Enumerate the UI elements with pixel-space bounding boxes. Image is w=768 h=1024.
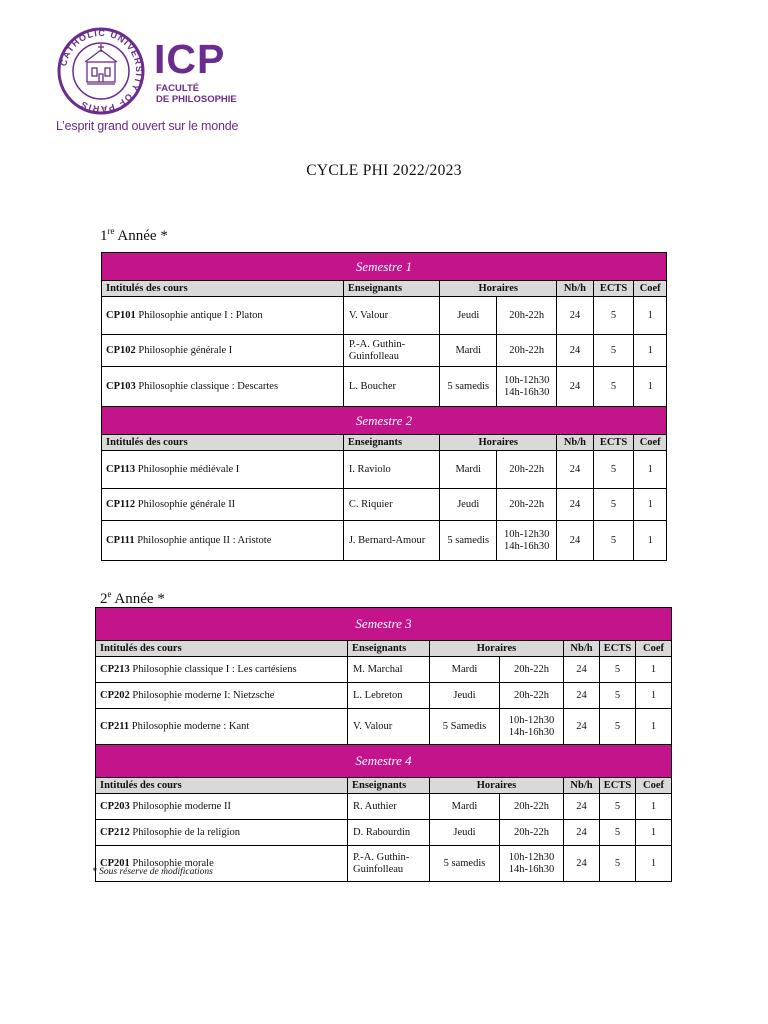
teacher-cell: R. Authier [348,794,430,820]
coef-cell: 1 [634,367,667,407]
course-name: Philosophie générale II [135,498,236,510]
course-name: Philosophie générale I [135,344,233,356]
nbh-cell: 24 [564,683,600,709]
coef-cell: 1 [636,657,672,683]
nbh-cell: 24 [557,521,594,561]
semester-header-row [102,407,667,435]
ects-cell: 5 [600,683,636,709]
column-header-ects: ECTS [600,778,636,794]
course-code: CP101 [106,309,136,321]
time-cell: 10h-12h30 14h-16h30 [500,846,564,882]
semester-header-row [96,608,672,641]
footnote: * Sous réserve de modifications [92,867,213,877]
seal-ring-text: CATHOLIC UNIVERSITY OF PARIS [58,27,145,115]
time-cell: 20h-22h [497,335,557,367]
column-header-nbh: Nb/h [564,778,600,794]
course-row [102,297,667,335]
coef-cell: 1 [634,521,667,561]
course-code: CP111 [106,534,135,546]
time-cell: 20h-22h [500,820,564,846]
time-cell: 10h-12h30 14h-16h30 [497,521,557,561]
icp-logo [56,26,239,134]
year-number: 2 [100,591,108,607]
coef-cell: 1 [634,489,667,521]
day-cell: 5 Samedis [430,709,500,745]
day-cell: Jeudi [440,297,497,335]
coef-cell: 1 [634,335,667,367]
nbh-cell: 24 [564,820,600,846]
course-row [102,521,667,561]
coef-cell: 1 [634,297,667,335]
course-name: Philosophie médiévale I [135,463,240,475]
course-name: Philosophie moderne I: Nietzsche [129,689,275,701]
nbh-cell: 24 [557,367,594,407]
nbh-cell: 24 [564,794,600,820]
column-header-hours: Horaires [430,641,564,657]
nbh-cell: 24 [564,657,600,683]
year-1-heading [100,226,168,245]
course-cell [96,820,348,846]
time-cell: 10h-12h30 14h-16h30 [497,367,557,407]
teacher-cell: M. Marchal [348,657,430,683]
course-row [102,367,667,407]
day-cell: 5 samedis [430,846,500,882]
year-2-heading [100,589,165,608]
course-code: CP103 [106,380,136,392]
tagline: L’esprit grand ouvert sur le monde [56,119,239,133]
course-cell [102,297,344,335]
day-cell: 5 samedis [440,367,497,407]
year-number: 1 [100,228,108,244]
coef-cell: 1 [636,820,672,846]
course-row [96,820,672,846]
course-cell [102,489,344,521]
semester-header-row [102,253,667,281]
schedule-table-year-1 [101,252,667,561]
teacher-cell: P.-A. Guthin-Guinfolleau [348,846,430,882]
column-header-course: Intitulés des cours [96,641,348,657]
ects-cell: 5 [593,335,634,367]
course-code: CP113 [106,463,136,475]
year-label: Année * [111,591,165,607]
faculty-line-1: FACULTÉ [156,83,200,94]
course-row [96,657,672,683]
day-cell: Jeudi [440,489,497,521]
semester-title: Semestre 2 [102,407,667,435]
teacher-cell: L. Boucher [343,367,440,407]
course-row [96,683,672,709]
teacher-cell: P.-A. Guthin-Guinfolleau [343,335,440,367]
column-header-ects: ECTS [600,641,636,657]
course-cell [102,367,344,407]
column-header-teacher: Enseignants [348,641,430,657]
column-header-course: Intitulés des cours [102,435,344,451]
teacher-cell: V. Valour [343,297,440,335]
ects-cell: 5 [600,794,636,820]
ects-cell: 5 [593,451,634,489]
coef-cell: 1 [636,794,672,820]
course-name: Philosophie moderne : Kant [129,720,250,732]
ects-cell: 5 [600,846,636,882]
column-header-coef: Coef [636,641,672,657]
column-header-row [96,778,672,794]
course-cell [102,335,344,367]
teacher-cell: J. Bernard-Amour [343,521,440,561]
semester-title: Semestre 1 [102,253,667,281]
course-code: CP112 [106,498,136,510]
teacher-cell: V. Valour [348,709,430,745]
ects-cell: 5 [600,709,636,745]
day-cell: Mardi [440,335,497,367]
time-cell: 20h-22h [500,794,564,820]
course-row [102,451,667,489]
column-header-nbh: Nb/h [557,435,594,451]
semester-title: Semestre 3 [96,608,672,641]
coef-cell: 1 [636,846,672,882]
column-header-teacher: Enseignants [343,435,440,451]
course-cell [96,657,348,683]
day-cell: Mardi [430,794,500,820]
ects-cell: 5 [600,820,636,846]
course-cell [96,683,348,709]
course-cell [96,709,348,745]
course-code: CP201 [100,857,130,869]
course-row [102,489,667,521]
course-name: Philosophie classique I : Les cartésiens [129,663,297,675]
coef-cell: 1 [636,709,672,745]
column-header-row [96,641,672,657]
time-cell: 20h-22h [500,657,564,683]
column-header-coef: Coef [634,435,667,451]
course-code: CP203 [100,800,130,812]
day-cell: Mardi [430,657,500,683]
nbh-cell: 24 [557,297,594,335]
column-header-nbh: Nb/h [564,641,600,657]
column-header-teacher: Enseignants [343,281,440,297]
nbh-cell: 24 [557,489,594,521]
day-cell: Mardi [440,451,497,489]
column-header-teacher: Enseignants [348,778,430,794]
teacher-cell: D. Rabourdin [348,820,430,846]
course-name: Philosophie de la religion [129,826,240,838]
column-header-ects: ECTS [593,281,634,297]
semester-header-row [96,745,672,778]
column-header-hours: Horaires [440,435,557,451]
column-header-coef: Coef [636,778,672,794]
coef-cell: 1 [634,451,667,489]
course-name: Philosophie moderne II [129,800,231,812]
column-header-row [102,281,667,297]
nbh-cell: 24 [564,709,600,745]
column-header-course: Intitulés des cours [96,778,348,794]
year-superscript: e [107,589,112,599]
course-cell [102,521,344,561]
course-name: Philosophie antique I : Platon [135,309,263,321]
time-cell: 20h-22h [497,451,557,489]
time-cell: 20h-22h [497,297,557,335]
ects-cell: 5 [593,297,634,335]
teacher-cell: L. Lebreton [348,683,430,709]
day-cell: Jeudi [430,820,500,846]
faculty-name [156,83,237,105]
column-header-hours: Horaires [430,778,564,794]
column-header-course: Intitulés des cours [102,281,344,297]
course-row [102,335,667,367]
course-cell [96,794,348,820]
teacher-cell: I. Raviolo [343,451,440,489]
university-seal-icon [56,26,146,116]
course-code: CP212 [100,826,130,838]
course-code: CP211 [100,720,130,732]
year-superscript: re [107,226,115,236]
day-cell: 5 samedis [440,521,497,561]
course-row [96,709,672,745]
schedule-table-year-2 [95,607,672,882]
nbh-cell: 24 [564,846,600,882]
time-cell: 10h-12h30 14h-16h30 [500,709,564,745]
ects-cell: 5 [593,489,634,521]
time-cell: 20h-22h [497,489,557,521]
faculty-line-2: DE PHILOSOPHIE [156,94,237,105]
course-cell [102,451,344,489]
time-cell: 20h-22h [500,683,564,709]
course-name: Philosophie antique II : Aristote [134,534,272,546]
course-code: CP213 [100,663,130,675]
course-name: Philosophie morale [129,857,214,869]
ects-cell: 5 [600,657,636,683]
semester-title: Semestre 4 [96,745,672,778]
nbh-cell: 24 [557,335,594,367]
nbh-cell: 24 [557,451,594,489]
column-header-coef: Coef [634,281,667,297]
coef-cell: 1 [636,683,672,709]
course-row [96,794,672,820]
ects-cell: 5 [593,367,634,407]
document-title: CYCLE PHI 2022/2023 [306,162,462,179]
column-header-row [102,435,667,451]
ects-cell: 5 [593,521,634,561]
column-header-ects: ECTS [593,435,634,451]
course-code: CP102 [106,344,136,356]
course-name: Philosophie classique : Descartes [135,380,279,392]
year-label: Année * [114,228,168,244]
brand-name: ICP [154,36,226,82]
teacher-cell: C. Riquier [343,489,440,521]
day-cell: Jeudi [430,683,500,709]
column-header-nbh: Nb/h [557,281,594,297]
course-code: CP202 [100,689,130,701]
column-header-hours: Horaires [440,281,557,297]
